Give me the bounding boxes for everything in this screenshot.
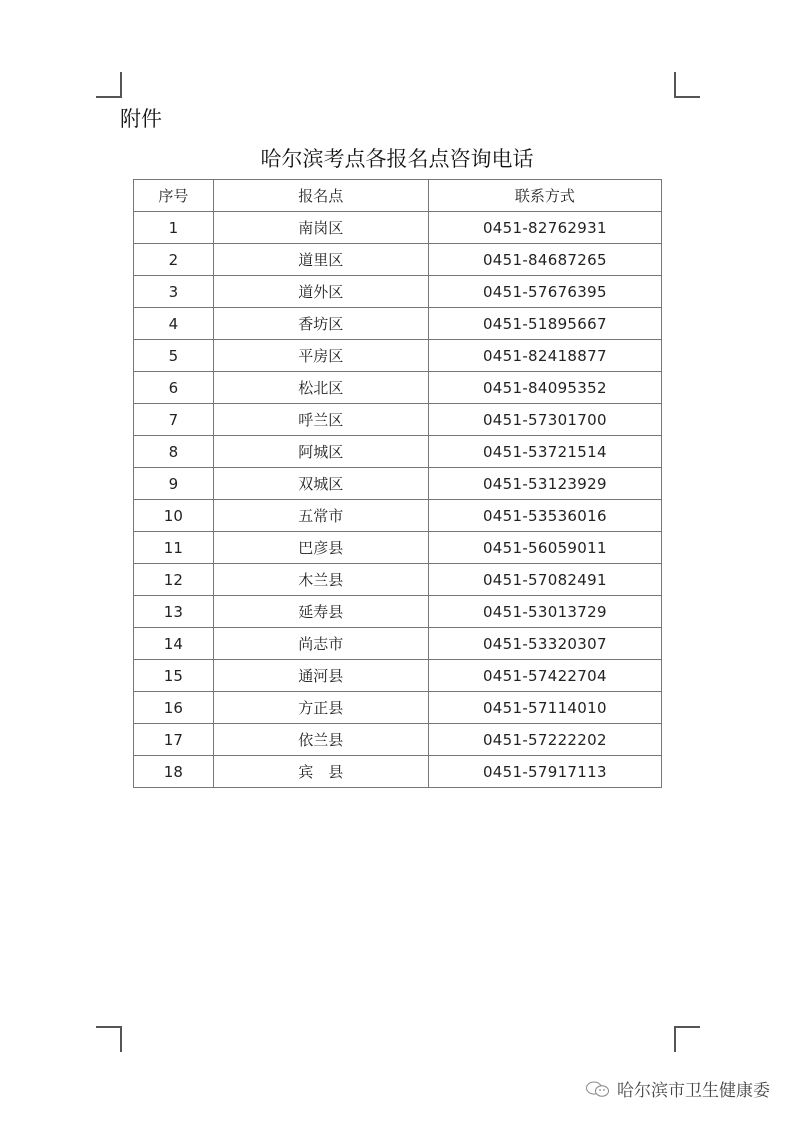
row-site: 方正县 bbox=[213, 692, 428, 724]
row-index: 18 bbox=[134, 756, 214, 788]
row-index: 15 bbox=[134, 660, 214, 692]
header-site: 报名点 bbox=[213, 180, 428, 212]
row-phone: 0451-53721514 bbox=[428, 436, 661, 468]
watermark bbox=[585, 1076, 770, 1101]
row-site: 平房区 bbox=[213, 340, 428, 372]
row-index: 2 bbox=[134, 244, 214, 276]
row-phone: 0451-82418877 bbox=[428, 340, 661, 372]
row-phone: 0451-57676395 bbox=[428, 276, 661, 308]
table-header-row bbox=[134, 180, 662, 212]
row-index: 10 bbox=[134, 500, 214, 532]
table-row bbox=[134, 724, 662, 756]
table-row bbox=[134, 596, 662, 628]
row-site: 通河县 bbox=[213, 660, 428, 692]
row-site: 木兰县 bbox=[213, 564, 428, 596]
table-row bbox=[134, 692, 662, 724]
watermark-text: 哈尔滨市卫生健康委 bbox=[617, 1081, 770, 1101]
attachment-label: 附件 bbox=[120, 107, 162, 131]
row-site: 道外区 bbox=[213, 276, 428, 308]
table-row bbox=[134, 340, 662, 372]
row-site: 依兰县 bbox=[213, 724, 428, 756]
row-site: 松北区 bbox=[213, 372, 428, 404]
row-site: 巴彦县 bbox=[213, 532, 428, 564]
table-row bbox=[134, 660, 662, 692]
crop-mark-bottom-right bbox=[674, 1026, 700, 1052]
row-phone: 0451-53123929 bbox=[428, 468, 661, 500]
row-phone: 0451-57917113 bbox=[428, 756, 661, 788]
header-contact: 联系方式 bbox=[428, 180, 661, 212]
row-site: 阿城区 bbox=[213, 436, 428, 468]
row-index: 12 bbox=[134, 564, 214, 596]
row-phone: 0451-57301700 bbox=[428, 404, 661, 436]
row-index: 16 bbox=[134, 692, 214, 724]
row-site: 双城区 bbox=[213, 468, 428, 500]
row-index: 13 bbox=[134, 596, 214, 628]
row-index: 7 bbox=[134, 404, 214, 436]
table-row bbox=[134, 276, 662, 308]
wechat-icon bbox=[585, 1080, 611, 1098]
table-row bbox=[134, 756, 662, 788]
table-row bbox=[134, 212, 662, 244]
row-site: 延寿县 bbox=[213, 596, 428, 628]
header-index: 序号 bbox=[134, 180, 214, 212]
table-row bbox=[134, 468, 662, 500]
row-phone: 0451-53536016 bbox=[428, 500, 661, 532]
row-phone: 0451-57422704 bbox=[428, 660, 661, 692]
row-index: 8 bbox=[134, 436, 214, 468]
table-row bbox=[134, 500, 662, 532]
row-index: 9 bbox=[134, 468, 214, 500]
row-index: 11 bbox=[134, 532, 214, 564]
row-index: 6 bbox=[134, 372, 214, 404]
row-index: 14 bbox=[134, 628, 214, 660]
table-row bbox=[134, 436, 662, 468]
row-phone: 0451-53320307 bbox=[428, 628, 661, 660]
crop-mark-top-right bbox=[674, 72, 700, 98]
row-index: 3 bbox=[134, 276, 214, 308]
row-index: 5 bbox=[134, 340, 214, 372]
row-phone: 0451-56059011 bbox=[428, 532, 661, 564]
table-row bbox=[134, 628, 662, 660]
row-site: 尚志市 bbox=[213, 628, 428, 660]
table-row bbox=[134, 564, 662, 596]
document-title: 哈尔滨考点各报名点咨询电话 bbox=[260, 147, 534, 171]
table-row bbox=[134, 372, 662, 404]
row-site: 宾 县 bbox=[213, 756, 428, 788]
row-site: 南岗区 bbox=[213, 212, 428, 244]
row-index: 17 bbox=[134, 724, 214, 756]
row-site: 呼兰区 bbox=[213, 404, 428, 436]
row-phone: 0451-84687265 bbox=[428, 244, 661, 276]
table-row bbox=[134, 308, 662, 340]
table-row bbox=[134, 244, 662, 276]
row-phone: 0451-82762931 bbox=[428, 212, 661, 244]
crop-mark-top-left bbox=[96, 72, 122, 98]
row-site: 五常市 bbox=[213, 500, 428, 532]
row-phone: 0451-57082491 bbox=[428, 564, 661, 596]
row-phone: 0451-84095352 bbox=[428, 372, 661, 404]
table-row bbox=[134, 532, 662, 564]
row-phone: 0451-53013729 bbox=[428, 596, 661, 628]
row-phone: 0451-57222202 bbox=[428, 724, 661, 756]
row-index: 1 bbox=[134, 212, 214, 244]
table-row bbox=[134, 404, 662, 436]
row-phone: 0451-57114010 bbox=[428, 692, 661, 724]
contact-table bbox=[133, 179, 662, 788]
row-index: 4 bbox=[134, 308, 214, 340]
crop-mark-bottom-left bbox=[96, 1026, 122, 1052]
row-site: 道里区 bbox=[213, 244, 428, 276]
row-site: 香坊区 bbox=[213, 308, 428, 340]
row-phone: 0451-51895667 bbox=[428, 308, 661, 340]
